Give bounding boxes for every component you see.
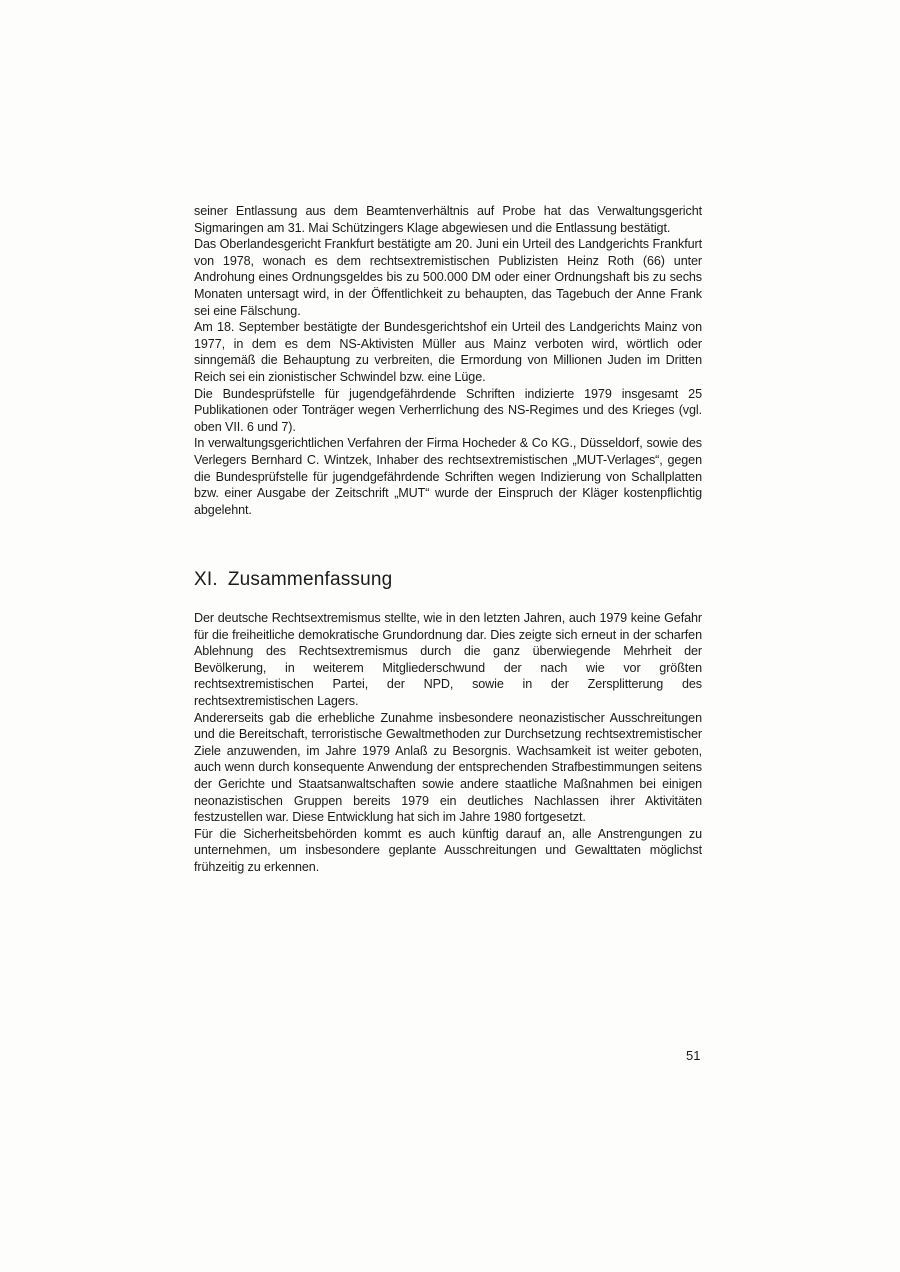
court-rulings-text xyxy=(194,203,702,518)
paragraph: Am 18. September bestätigte der Bundesgerichtshof ein Urteil des Landgerichts Mainz von 1977, in dem es dem NS-Aktivisten Müller aus Mainz verboten wird, wörtlich oder sinngemäß die Behauptung zu verbreiten, die Ermordung von Millionen Juden im Dritten Reich sei ein zionistischer Schwindel bzw. eine Lüge. xyxy=(194,320,702,384)
paragraph: seiner Entlassung aus dem Beamtenverhältnis auf Probe hat das Verwaltungsgericht Sigmaringen am 31. Mai Schützingers Klage abgewiesen und die Entlassung bestätigt. xyxy=(194,204,702,235)
section-number: XI. xyxy=(194,569,218,590)
paragraph: Für die Sicherheitsbehörden kommt es auch künftig darauf an, alle Anstrengungen zu unternehmen, um insbesondere geplante Ausschreitungen und Gewalttaten möglichst frühzeitig zu erkennen. xyxy=(194,826,702,874)
paragraph: Andererseits gab die erhebliche Zunahme insbesondere neonazistischer Ausschreitungen und die Bereitschaft, terroristische Gewaltmethoden zur Durchsetzung rechtsextremistischer Ziele anzuwenden, im Jahre 1979 Anlaß zu Besorgnis. Wachsamkeit ist weiter geboten, auch wenn durch konsequente Anwendung der entsprechenden Strafbestimmungen seitens der Gerichte und Staatsanwaltschaften sowie andere staatliche Maßnahmen bei einigen neonazistischen Gruppen bereits 1979 ein deutliches Nachlassen ihrer Aktivitäten festzustellen war. Diese Entwicklung hat sich im Jahre 1980 fortgesetzt. xyxy=(194,710,702,825)
paragraph: Das Oberlandesgericht Frankfurt bestätigte am 20. Juni ein Urteil des Landgerichts Frankfurt von 1978, wonach es dem rechtsextremistischen Publizisten Heinz Roth (66) unter Androhung eines Ordnungsgeldes bis zu 500.000 DM oder einer Ordnungshaft bis zu sechs Monaten untersagt wird, in der Öffentlichkeit zu behaupten, das Tagebuch der Anne Frank sei eine Fälschung. xyxy=(194,237,702,318)
section-heading xyxy=(194,569,392,591)
page-number: 51 xyxy=(686,1048,701,1063)
paragraph: Die Bundesprüfstelle für jugendgefährdende Schriften indizierte 1979 insgesamt 25 Publikationen oder Tonträger wegen Verherrlichung des NS-Regimes und des Krieges (vgl. oben VII. 6 und 7). xyxy=(194,386,702,434)
paragraph: In verwaltungsgerichtlichen Verfahren der Firma Hocheder & Co KG., Düsseldorf, sowie des Verlegers Bernhard C. Wintzek, Inhaber des rechtsextremistischen „MUT-Verlages“, gegen die Bundesprüfstelle für jugendgefährdende Schriften wegen Indizierung von Schallplatten bzw. einer Ausgabe der Zeitschrift „MUT“ wurde der Einspruch der Kläger kostenpflichtig abgelehnt. xyxy=(194,436,702,517)
section-title: Zusammenfassung xyxy=(227,569,393,590)
summary-text xyxy=(194,610,702,876)
paragraph: Der deutsche Rechtsextremismus stellte, wie in den letzten Jahren, auch 1979 keine Gefahr für die freiheitliche demokratische Grundordnung dar. Dies zeigte sich erneut in der scharfen Ablehnung des Rechtsextremismus durch die ganz überwiegende Mehrheit der Bevölkerung, in weiterem Mitgliederschwund der nach wie vor größten rechtsextremistischen Partei, der NPD, sowie in der Zersplitterung des rechtsextremistischen Lagers. xyxy=(194,611,702,708)
